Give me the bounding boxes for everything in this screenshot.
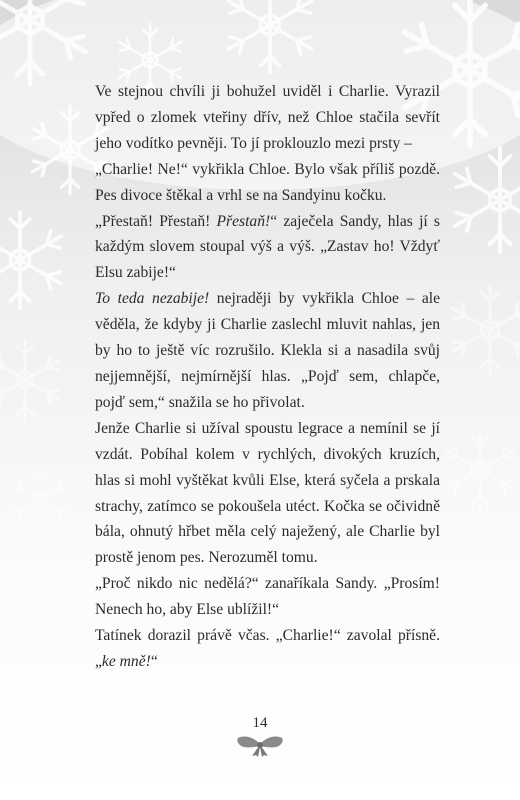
emphasis: Přestaň! [216,212,271,230]
paragraph: To teda nezabije! nejraději by vykřikla Chloe – ale věděla, že kdyby ji Charlie zaslechl mluvit nahlas, jen by ho to ještě víc rozrušilo. Klekla si a nasadila svůj nejjemnější, nejmírnější hlas. „Pojď sem, chlapče, pojď sem,“ snažila se ho přivolat. [95,290,440,411]
paragraph: „Charlie! Ne!“ vykřikla Chloe. Bylo však příliš pozdě. Pes divoce štěkal a vrhl se na Sandyinu kočku. [95,160,440,204]
page-number: 14 [252,715,268,731]
paragraph: „Proč nikdo nic nedělá?“ zanaříkala Sandy. „Prosím! Nenech ho, aby Else ublížil!“ [95,575,440,619]
bow-icon [235,735,285,757]
emphasis: ke mně! [101,652,151,670]
paragraph: Jenže Charlie si užíval spoustu legrace a nemínil se jí vzdát. Pobíhal kolem v rychlých, divokých kruzích, hlas si mohl vyštěkat kvůli Else, která syčela a prskala strachy, zatímco se pokoušela utéct. Kočka se očividně bála, ohnutý hřbet měla celý naježený, ale Charlie byl prostě jenom pes. Nerozuměl tomu. [95,419,440,567]
body-text [95,79,440,675]
paragraph: „Přestaň! Přestaň! Přestaň!“ zaječela Sandy, hlas jí s každým slovem stoupal výš a výš. „Zastav ho! Vždyť Elsu zabije!“ [95,212,440,282]
paragraph: Tatínek dorazil právě včas. „Charlie!“ zavolal přísně. „ke mně!“ [95,627,440,670]
emphasis: To teda nezabije! [95,290,210,308]
paragraph: Ve stejnou chvíli ji bohužel uviděl i Charlie. Vyrazil vpřed o zlomek vteřiny dřív, než Chloe stačila sevřít jeho vodítko pevněji. To jí proklouzlo mezi prsty – [95,83,440,152]
